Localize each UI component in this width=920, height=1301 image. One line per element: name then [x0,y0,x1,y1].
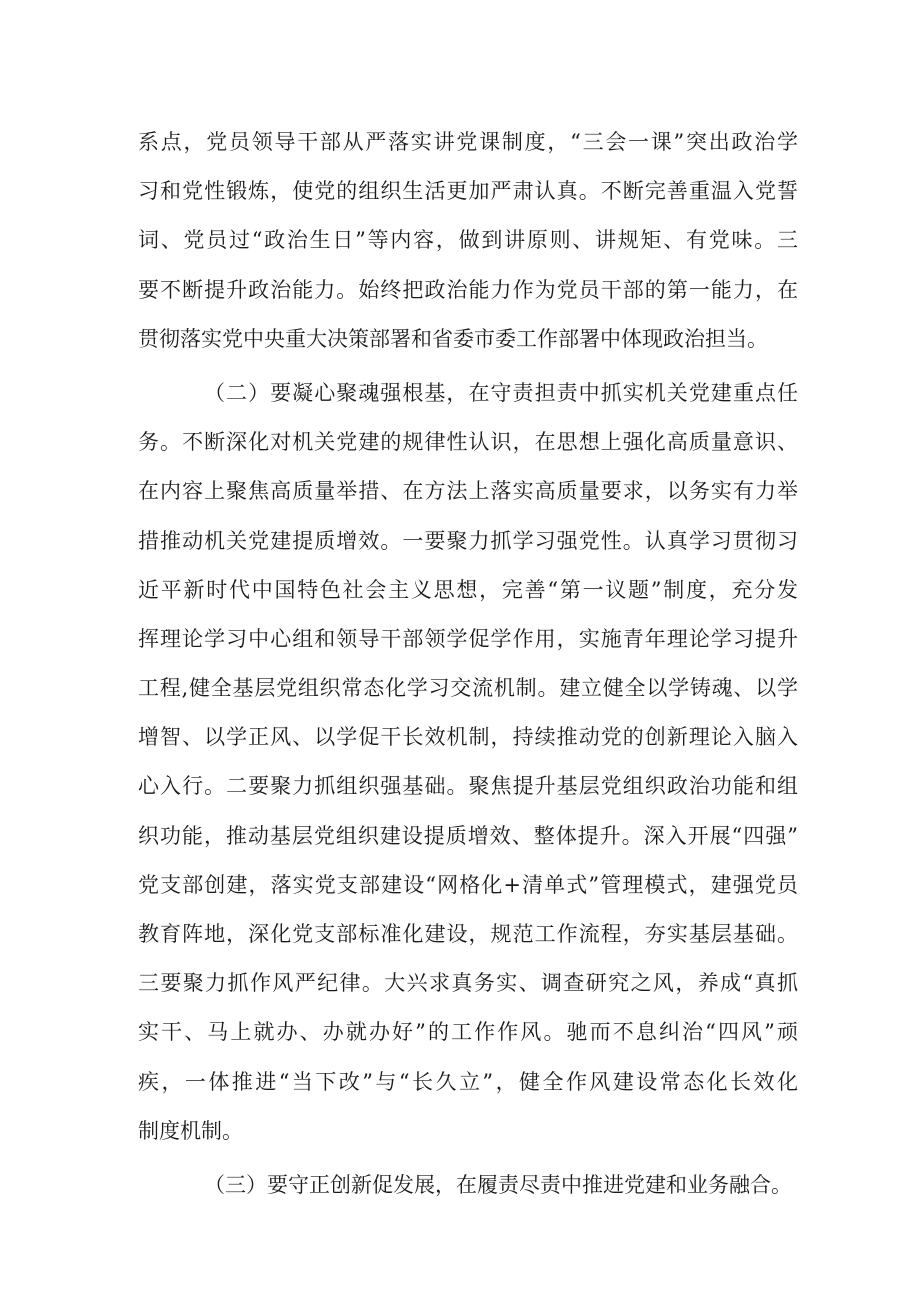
text-line: 习和党性锻炼，使党的组织生活更加严肃认真。不断完善重温入党誓 [138,179,798,204]
text-line: 疾，一体推进“当下改”与“长久立”，健全作风建设常态化长效化 [138,1069,798,1094]
text-line: 在内容上聚焦高质量举措、在方法上落实高质量要求，以务实有力举 [138,479,798,504]
text-line: 教育阵地，深化党支部标准化建设，规范工作流程，夯实基层基础。 [138,922,798,946]
text-line: 挥理论学习中心组和领导干部领学促学作用，实施青年理论学习提升 [138,626,798,651]
text-line: 心入行。二要聚力抓组织强基础。聚焦提升基层党组织政治功能和组 [138,774,798,799]
text-line: 增智、以学正风、以学促干长效机制，持续推动党的创新理论入脑入 [138,725,798,750]
text-line: （二）要凝心聚魂强根基，在守责担责中抓实机关党建重点任 [204,380,798,405]
paragraph-3 [138,1161,798,1210]
text-line: 近平新时代中国特色社会主义思想，完善“第一议题”制度，充分发 [138,577,798,602]
paragraph-2 [138,369,798,1156]
paragraph-1 [138,118,798,364]
text-line: 务。不断深化对机关党建的规律性认识，在思想上强化高质量意识、 [138,430,798,455]
text-line: 贯彻落实党中央重大决策部署和省委市委工作部署中体现政治担当。 [138,326,768,351]
text-line: 要不断提升政治能力。始终把政治能力作为党员干部的第一能力，在 [138,277,798,302]
text-line: 工程,健全基层党组织常态化学习交流机制。建立健全以学铸魂、以学 [138,676,798,701]
document-body [138,118,798,1210]
text-line: 三要聚力抓作风严纪律。大兴求真务实、调查研究之风，养成“真抓 [138,971,798,996]
text-line: 词、党员过“政治生日”等内容，做到讲原则、讲规矩、有党味。三 [138,228,798,253]
text-line: 措推动机关党建提质增效。一要聚力抓学习强党性。认真学习贯彻习 [138,528,798,553]
text-line: 制度机制。 [138,1118,243,1143]
text-line: 系点，党员领导干部从严落实讲党课制度，“三会一课”突出政治学 [138,130,798,154]
text-line: 织功能，推动基层党组织建设提质增效、整体提升。深入开展“四强” [138,823,798,848]
text-line: 党支部创建，落实党支部建设“网格化+清单式”管理模式，建强党员 [138,872,798,897]
text-line: 实干、马上就办、办就办好”的工作作风。驰而不息纠治“四风”顽 [138,1020,798,1045]
text-line: （三）要守正创新促发展，在履责尽责中推进党建和业务融合。 [204,1172,792,1197]
